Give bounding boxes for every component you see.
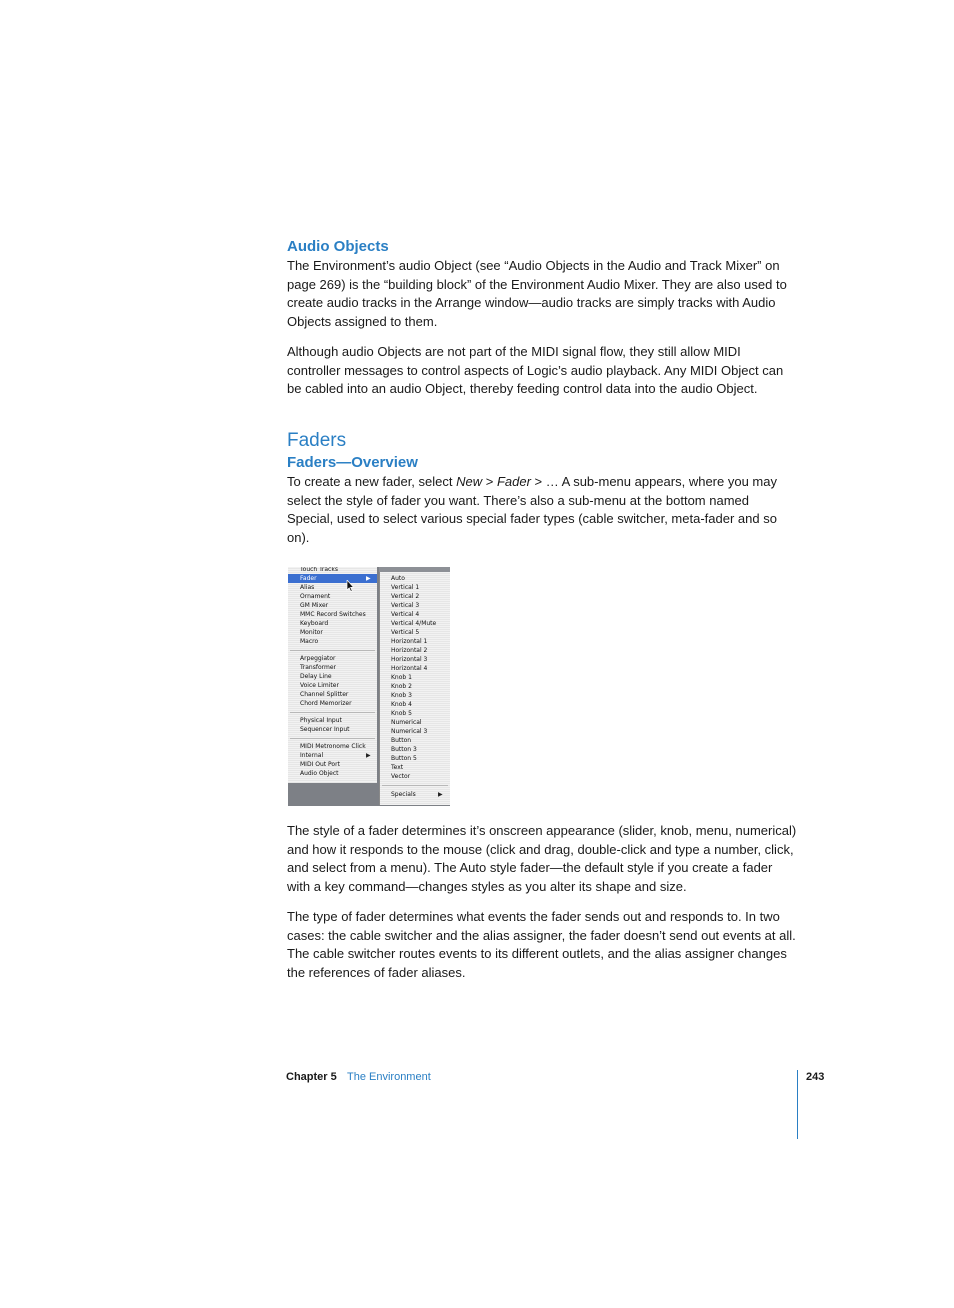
new-object-menu: [288, 567, 377, 783]
menu-item-midi-out-port[interactable]: MIDI Out Port: [300, 761, 340, 768]
submenu-arrow-icon: ▶: [366, 752, 371, 759]
menu-item-keyboard[interactable]: Keyboard: [300, 620, 329, 627]
submenu-item-button-3[interactable]: Button 3: [391, 746, 417, 753]
submenu-item-numerical[interactable]: Numerical: [391, 719, 422, 726]
paragraph-audio-objects-2: Although audio Objects are not part of the MIDI signal flow, they still allow MIDI controller messages to control aspects of Logic’s audio playback. Any MIDI Object can be cabled into an audio Object, thereby feeding control data into the audio Object.: [287, 344, 784, 397]
menu-item-physical-input[interactable]: Physical Input: [300, 717, 342, 724]
menu-item-chord-memorizer[interactable]: Chord Memorizer: [300, 700, 352, 707]
menu-separator: [290, 712, 375, 713]
menu-path-separator: >: [482, 474, 497, 489]
submenu-item-vertical-4[interactable]: Vertical 4: [391, 611, 420, 618]
submenu-item-vertical-2[interactable]: Vertical 2: [391, 593, 420, 600]
menu-item-gm-mixer[interactable]: GM Mixer: [300, 602, 329, 609]
submenu-item-specials[interactable]: Specials: [391, 791, 416, 798]
menu-item-ornament[interactable]: Ornament: [300, 593, 331, 600]
menu-path-new: New: [456, 474, 483, 489]
paragraph-faders-intro: [287, 473, 797, 547]
menu-separator: [290, 650, 375, 651]
submenu-item-horizontal-1[interactable]: Horizontal 1: [391, 638, 428, 645]
mouse-pointer-icon: [346, 580, 354, 592]
submenu-item-knob-2[interactable]: Knob 2: [391, 683, 412, 690]
submenu-separator: [382, 785, 448, 786]
footer-chapter-title: The Environment: [347, 1071, 431, 1083]
submenu-item-vertical-3[interactable]: Vertical 3: [391, 602, 420, 609]
submenu-item-auto[interactable]: Auto: [391, 575, 405, 582]
submenu-arrow-icon: ▶: [366, 575, 371, 582]
submenu-item-horizontal-3[interactable]: Horizontal 3: [391, 656, 428, 663]
fader-menu-screenshot: [288, 567, 450, 806]
submenu-item-knob-5[interactable]: Knob 5: [391, 710, 412, 717]
footer-chapter-label: Chapter 5: [286, 1071, 337, 1083]
fader-style-submenu: [379, 572, 450, 805]
menu-item-midi-metronome-click[interactable]: MIDI Metronome Click: [300, 743, 366, 750]
section-heading-audio-objects: Audio Objects: [287, 238, 389, 255]
submenu-arrow-icon: ▶: [438, 791, 443, 798]
submenu-item-text[interactable]: Text: [391, 764, 404, 771]
section-heading-faders: Faders: [287, 430, 347, 451]
menu-item-sequencer-input[interactable]: Sequencer Input: [300, 726, 350, 733]
submenu-item-vertical-1[interactable]: Vertical 1: [391, 584, 420, 591]
footer-divider: [797, 1070, 798, 1139]
page-number: 243: [806, 1071, 825, 1083]
submenu-item-horizontal-4[interactable]: Horizontal 4: [391, 665, 428, 672]
submenu-item-button[interactable]: Button: [391, 737, 412, 744]
menu-item-audio-object[interactable]: Audio Object: [300, 770, 339, 777]
submenu-item-button-5[interactable]: Button 5: [391, 755, 417, 762]
submenu-item-knob-1[interactable]: Knob 1: [391, 674, 412, 681]
menu-item-macro[interactable]: Macro: [300, 638, 319, 645]
menu-item-fader[interactable]: Fader: [300, 575, 317, 582]
menu-path-fader: Fader: [496, 474, 531, 489]
menu-item-touch-tracks[interactable]: Touch Tracks: [300, 567, 338, 573]
submenu-item-knob-4[interactable]: Knob 4: [391, 701, 412, 708]
submenu-item-vertical-4-mute[interactable]: Vertical 4/Mute: [391, 620, 437, 627]
menu-item-mmc-record-switches[interactable]: MMC Record Switches: [300, 611, 366, 618]
menu-item-channel-splitter[interactable]: Channel Splitter: [300, 691, 349, 698]
paragraph-fader-type: The type of fader determines what events the fader sends out and responds to. In two cases: the cable switcher and the alias assigner, the fader doesn’t send out events at all. The cable switcher routes events to its different outlets, and the alias assigner changes the references of fader aliases.: [287, 909, 796, 980]
menu-item-voice-limiter[interactable]: Voice Limiter: [300, 682, 339, 689]
paragraph-audio-objects-1: The Environment’s audio Object (see “Audio Objects in the Audio and Track Mixer” on page 269) is the “building block” of the Environment Audio Mixer. They are also used to create audio tracks in the Arrange window—audio tracks are simply tracks with Audio Objects assigned to them.: [287, 258, 787, 329]
menu-item-arpeggiator[interactable]: Arpeggiator: [300, 655, 336, 662]
submenu-item-vertical-5[interactable]: Vertical 5: [391, 629, 420, 636]
menu-item-internal[interactable]: Internal: [300, 752, 324, 759]
submenu-item-vector[interactable]: Vector: [391, 773, 411, 780]
menu-item-transformer[interactable]: Transformer: [300, 664, 337, 671]
paragraph-fader-style: The style of a fader determines it’s onscreen appearance (slider, knob, menu, numerical) and how it responds to the mouse (click and drag, double-click and type a number, click, and select from a menu). The Auto style fader—the default style if you create a fader with a key command—changes styles as you alter its shape and size.: [287, 823, 797, 894]
menu-separator: [290, 738, 375, 739]
menu-item-monitor[interactable]: Monitor: [300, 629, 323, 636]
submenu-item-numerical-3[interactable]: Numerical 3: [391, 728, 428, 735]
intro-text-rest: > … A sub-menu appears, where you may select the style of fader you want. There’s also a sub-menu at the bottom named Special, used to select various special fader types (cable switcher, meta-fader and so on).: [287, 474, 777, 545]
intro-text: To create a new fader, select: [287, 474, 457, 489]
submenu-item-knob-3[interactable]: Knob 3: [391, 692, 412, 699]
menu-item-alias[interactable]: Alias: [300, 584, 315, 591]
submenu-item-horizontal-2[interactable]: Horizontal 2: [391, 647, 428, 654]
menu-item-delay-line[interactable]: Delay Line: [300, 673, 332, 680]
subheading-faders-overview: Faders—Overview: [287, 454, 418, 471]
